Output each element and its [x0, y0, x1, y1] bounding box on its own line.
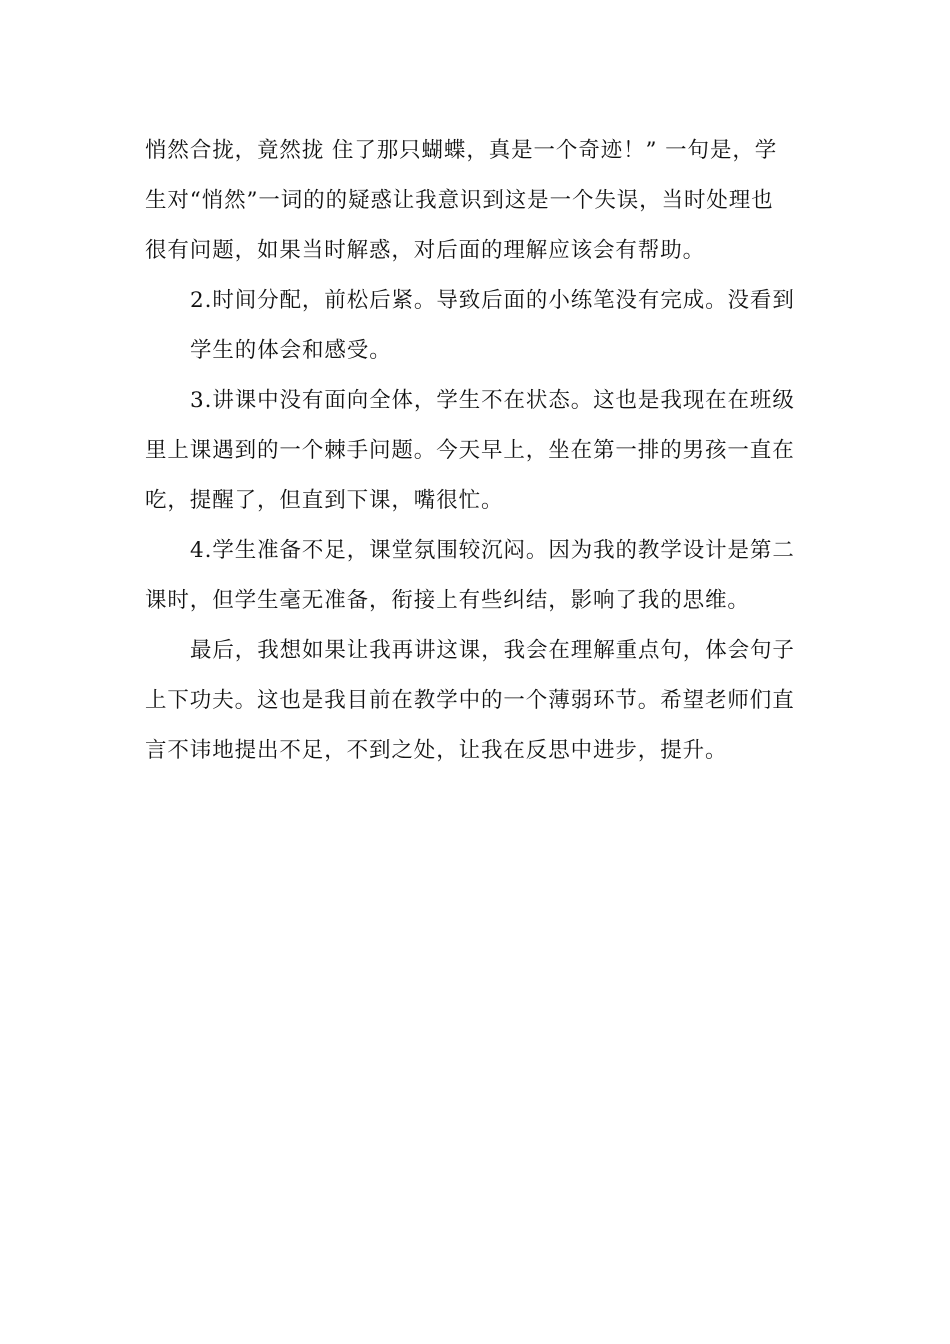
- text-line-9: 4.学生准备不足，课堂氛围较沉闷。因为我的教学设计是第二: [190, 538, 795, 563]
- text-line-6: 3.讲课中没有面向全体，学生不在状态。这也是我现在在班级: [190, 388, 795, 413]
- text-line-5: 学生的体会和感受。: [190, 338, 392, 363]
- text-line-7: 里上课遇到的一个棘手问题。今天早上，坐在第一排的男孩一直在: [145, 438, 795, 463]
- text-line-2: 生对“悄然”一词的的疑惑让我意识到这是一个失误，当时处理也: [145, 188, 774, 213]
- text-line-4: 2.时间分配，前松后紧。导致后面的小练笔没有完成。没看到: [190, 288, 795, 313]
- text-line-8: 吃，提醒了，但直到下课，嘴很忙。: [145, 488, 504, 513]
- text-line-12: 上下功夫。这也是我目前在教学中的一个薄弱环节。希望老师们直: [145, 688, 795, 713]
- text-line-10: 课时，但学生毫无准备，衔接上有些纠结，影响了我的思维。: [145, 588, 750, 613]
- text-line-11: 最后，我想如果让我再讲这课，我会在理解重点句，体会句子: [190, 638, 795, 663]
- text-line-3: 很有问题，如果当时解惑，对后面的理解应该会有帮助。: [145, 238, 706, 263]
- text-line-1: 悄然合拢，竟然拢 住了那只蝴蝶，真是一个奇迹！” 一句是，学: [145, 138, 778, 163]
- text-line-13: 言不讳地提出不足，不到之处，让我在反思中进步，提升。: [145, 738, 728, 763]
